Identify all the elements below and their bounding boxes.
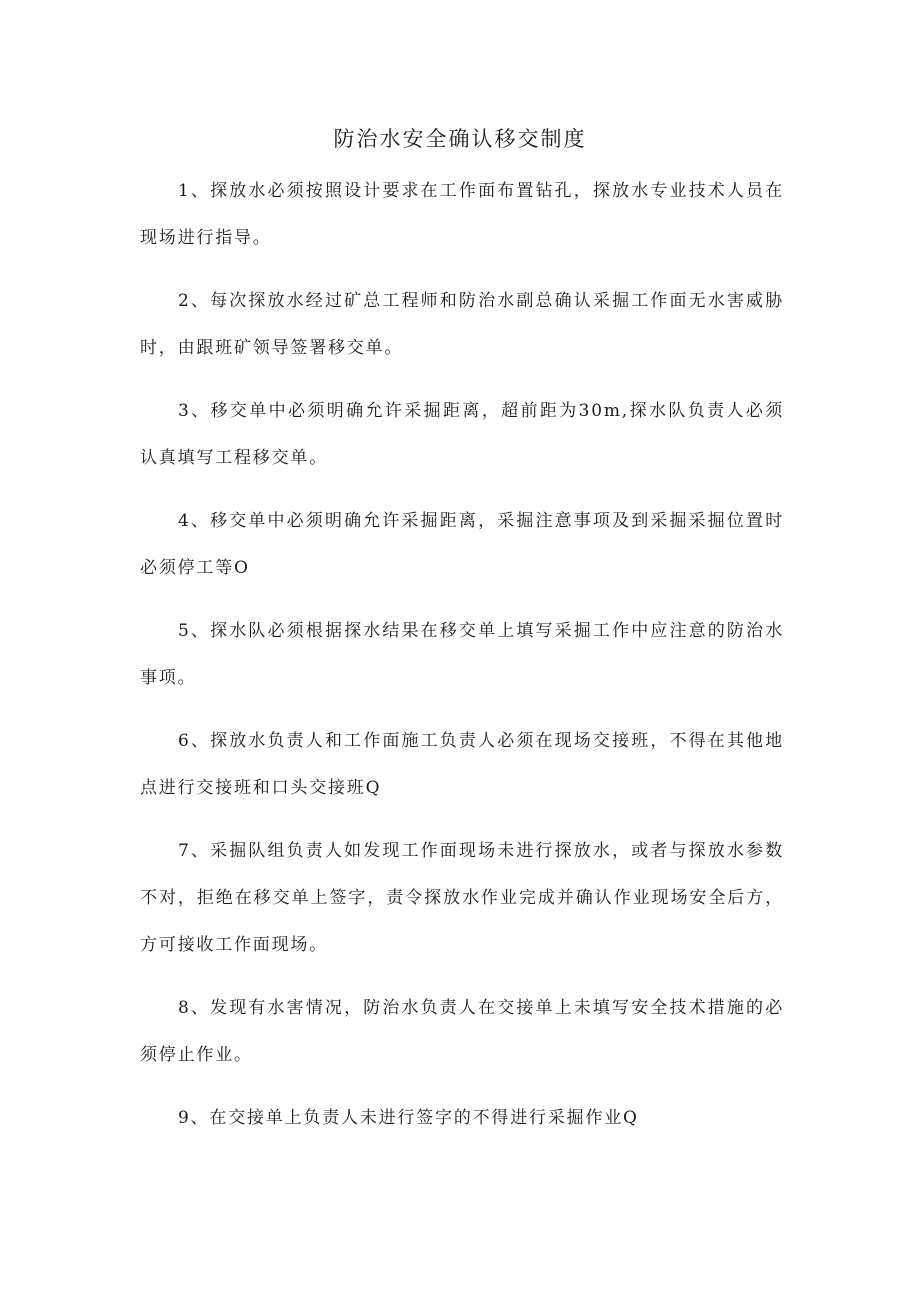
paragraph-item-2: 2、每次探放水经过矿总工程师和防治水副总确认采掘工作面无水害威胁时，由跟班矿领导签署移交单。: [140, 291, 784, 358]
document-title: 防治水安全确认移交制度: [333, 127, 587, 151]
paragraph-item-1: 1、探放水必须按照设计要求在工作面布置钻孔，探放水专业技术人员在现场进行指导。: [140, 181, 784, 248]
paragraph-item-8: 8、发现有水害情况，防治水负责人在交接单上未填写安全技术措施的必须停止作业。: [140, 998, 784, 1065]
paragraph-item-5: 5、探水队必须根据探水结果在移交单上填写采掘工作中应注意的防治水事项。: [140, 621, 784, 688]
paragraph-item-4: 4、移交单中必须明确允许采掘距离，采掘注意事项及到采掘采掘位置时必须停工等O: [140, 511, 784, 578]
paragraph-item-3: 3、移交单中必须明确允许采掘距离，超前距为30m,探水队负责人必须认真填写工程移交单。: [140, 401, 784, 468]
paragraph-item-7: 7、采掘队组负责人如发现工作面现场未进行探放水，或者与探放水参数不对，拒绝在移交单上签字，责令探放水作业完成并确认作业现场安全后方，方可接收工作面现场。: [140, 841, 784, 955]
paragraph-item-6: 6、探放水负责人和工作面施工负责人必须在现场交接班，不得在其他地点进行交接班和口头交接班Q: [140, 731, 784, 798]
document-body: [140, 168, 784, 1158]
paragraph-item-9: 9、在交接单上负责人未进行签字的不得进行采掘作业Q: [178, 1108, 639, 1128]
